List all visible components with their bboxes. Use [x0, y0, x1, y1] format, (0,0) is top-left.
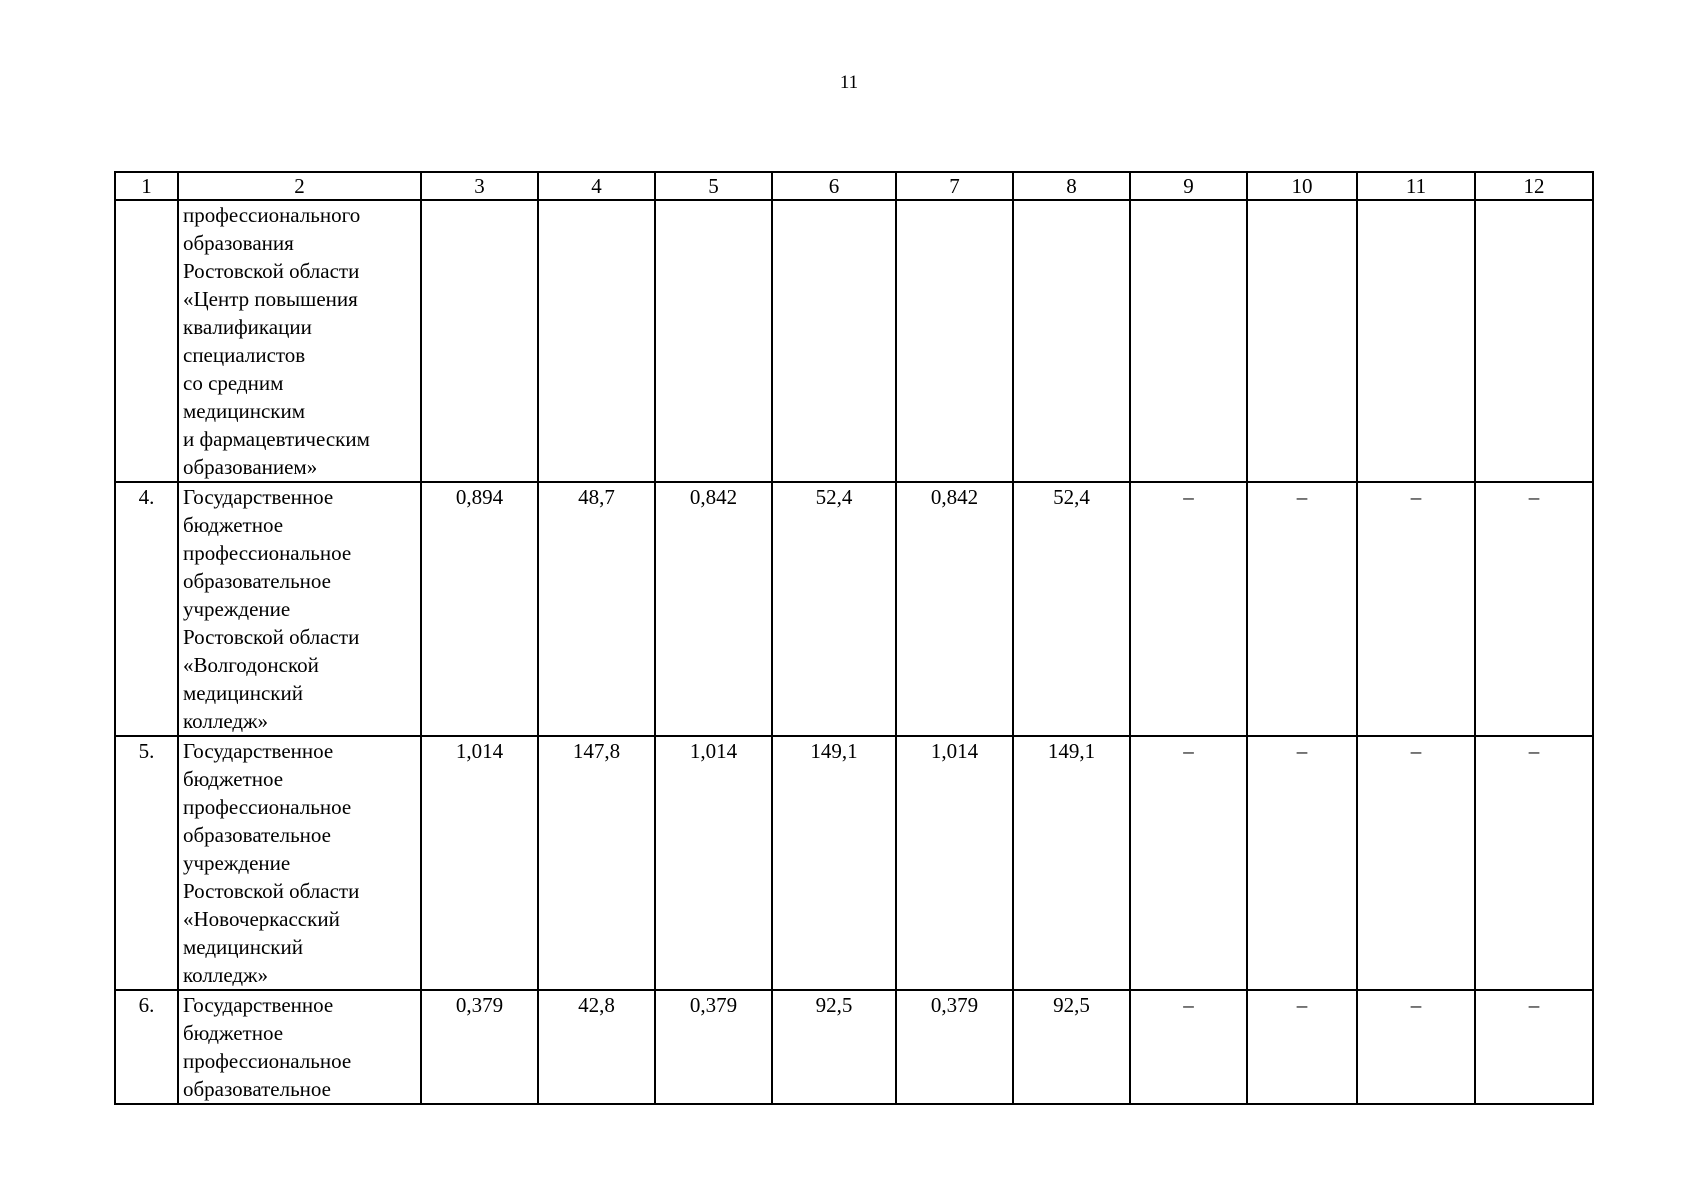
page-number: 11 — [839, 72, 859, 93]
column-header-9: 9 — [1130, 172, 1247, 200]
column-header-2: 2 — [178, 172, 421, 200]
value-cell-col-5: 1,014 — [655, 736, 772, 990]
column-header-11: 11 — [1357, 172, 1475, 200]
value-cell-col-7: 0,842 — [896, 482, 1013, 736]
value-cell-col-11 — [1357, 200, 1475, 482]
column-header-10: 10 — [1247, 172, 1357, 200]
value-cell-col-9: – — [1130, 736, 1247, 990]
row-number-cell: 4. — [115, 482, 178, 736]
value-cell-col-10: – — [1247, 482, 1357, 736]
value-cell-col-8: 149,1 — [1013, 736, 1130, 990]
row-number-cell: 6. — [115, 990, 178, 1104]
value-cell-col-4: 48,7 — [538, 482, 655, 736]
row-number-cell — [115, 200, 178, 482]
table-row — [115, 736, 1593, 990]
value-cell-col-9: – — [1130, 482, 1247, 736]
table-row — [115, 990, 1593, 1104]
value-cell-col-4: 147,8 — [538, 736, 655, 990]
column-header-12: 12 — [1475, 172, 1593, 200]
value-cell-col-6 — [772, 200, 896, 482]
value-cell-col-4: 42,8 — [538, 990, 655, 1104]
value-cell-col-10: – — [1247, 736, 1357, 990]
value-cell-col-5: 0,379 — [655, 990, 772, 1104]
value-cell-col-7 — [896, 200, 1013, 482]
value-cell-col-7: 0,379 — [896, 990, 1013, 1104]
column-header-6: 6 — [772, 172, 896, 200]
value-cell-col-12 — [1475, 200, 1593, 482]
value-cell-col-10 — [1247, 200, 1357, 482]
value-cell-col-12: – — [1475, 736, 1593, 990]
value-cell-col-3 — [421, 200, 538, 482]
value-cell-col-11: – — [1357, 990, 1475, 1104]
value-cell-col-5: 0,842 — [655, 482, 772, 736]
value-cell-col-5 — [655, 200, 772, 482]
value-cell-col-6: 92,5 — [772, 990, 896, 1104]
institution-name-cell: Государственное бюджетное профессиональное образовательное учреждение Ростовской области «Новочеркасский медицинский колледж» — [178, 736, 421, 990]
table-row — [115, 482, 1593, 736]
column-header-3: 3 — [421, 172, 538, 200]
value-cell-col-9 — [1130, 200, 1247, 482]
value-cell-col-3: 1,014 — [421, 736, 538, 990]
data-table — [114, 171, 1594, 1105]
table-header-row — [115, 172, 1593, 200]
column-header-1: 1 — [115, 172, 178, 200]
value-cell-col-8 — [1013, 200, 1130, 482]
column-header-7: 7 — [896, 172, 1013, 200]
value-cell-col-6: 52,4 — [772, 482, 896, 736]
value-cell-col-4 — [538, 200, 655, 482]
value-cell-col-6: 149,1 — [772, 736, 896, 990]
row-number-cell: 5. — [115, 736, 178, 990]
value-cell-col-3: 0,894 — [421, 482, 538, 736]
value-cell-col-8: 52,4 — [1013, 482, 1130, 736]
value-cell-col-10: – — [1247, 990, 1357, 1104]
value-cell-col-9: – — [1130, 990, 1247, 1104]
column-header-8: 8 — [1013, 172, 1130, 200]
value-cell-col-7: 1,014 — [896, 736, 1013, 990]
institution-name-cell: Государственное бюджетное профессиональное образовательное учреждение Ростовской области «Волгодонской медицинский колледж» — [178, 482, 421, 736]
value-cell-col-11: – — [1357, 482, 1475, 736]
value-cell-col-12: – — [1475, 482, 1593, 736]
column-header-4: 4 — [538, 172, 655, 200]
institution-name-cell: Государственное бюджетное профессиональное образовательное — [178, 990, 421, 1104]
value-cell-col-3: 0,379 — [421, 990, 538, 1104]
table-row — [115, 200, 1593, 482]
column-header-5: 5 — [655, 172, 772, 200]
value-cell-col-8: 92,5 — [1013, 990, 1130, 1104]
value-cell-col-11: – — [1357, 736, 1475, 990]
institution-name-cell: профессионального образования Ростовской области «Центр повышения квалификации специалистов со средним медицинским и фармацевтическим образованием» — [178, 200, 421, 482]
value-cell-col-12: – — [1475, 990, 1593, 1104]
